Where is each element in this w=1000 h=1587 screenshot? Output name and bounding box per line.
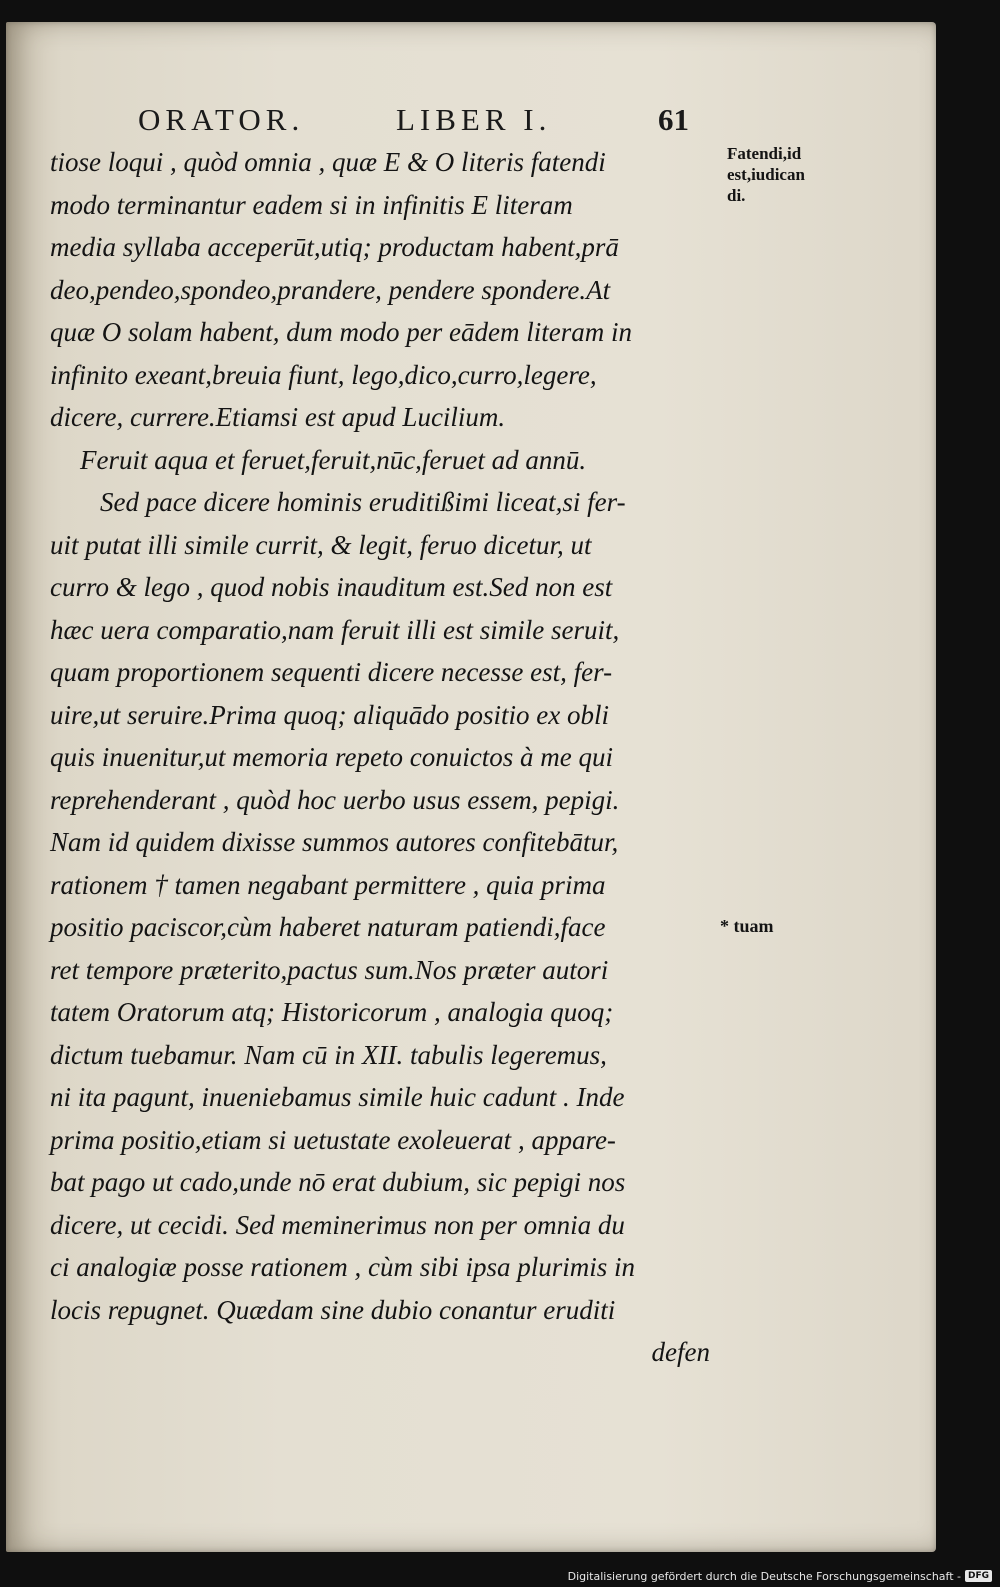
text-line: infinito exeant,breuia fiunt, lego,dico,curro,legere, xyxy=(50,359,597,390)
text-line: prima positio,etiam si uetustate exoleuerat , appare- xyxy=(50,1124,616,1155)
text-line: ret tempore præterito,pactus sum.Nos præter autori xyxy=(50,954,609,985)
header-title: ORATOR. xyxy=(138,102,305,137)
marginal-note xyxy=(727,143,847,206)
text-line: media syllaba acceperūt,utiq; productam habent,prā xyxy=(50,232,619,262)
catchword: defen xyxy=(651,1337,710,1367)
text-line: modo terminantur eadem si in infinitis E literam xyxy=(50,189,573,220)
marginal-line: di. xyxy=(727,186,746,205)
text-line: ni ita pagunt, inueniebamus simile huic cadunt . Inde xyxy=(50,1082,625,1112)
text-line: deo,pendeo,spondeo,prandere, pendere spondere.At xyxy=(50,274,611,305)
header-book: LIBER I. xyxy=(396,102,552,137)
text-line: rationem † tamen negabant permittere , quia prima xyxy=(50,869,606,900)
credit-text: Digitalisierung gefördert durch die Deutsche Forschungsgemeinschaft - xyxy=(567,1569,961,1583)
text-line: dictum tuebamur. Nam cū in XII. tabulis legeremus, xyxy=(50,1039,607,1070)
text-line: quam proportionem sequenti dicere necesse est, fer- xyxy=(50,657,613,687)
text-line: locis repugnet. Quædam sine dubio conantur eruditi xyxy=(50,1294,616,1325)
text-line: quis inuenitur,ut memoria repeto conuictos à me qui xyxy=(50,742,613,772)
text-line: hæc uera comparatio,nam feruit illi est simile seruit, xyxy=(50,614,620,645)
text-line: positio paciscor,cùm haberet naturam patiendi,face xyxy=(50,912,606,942)
text-line: ci analogiæ posse rationem , cùm sibi ipsa plurimis in xyxy=(50,1252,636,1282)
text-line: tiose loqui , quòd omnia , quæ E & O literis fatendi xyxy=(50,147,606,177)
text-line: uire,ut seruire.Prima quoq; aliquādo positio ex obli xyxy=(50,699,609,730)
text-line: tatem Oratorum atq; Historicorum , analogia quoq; xyxy=(50,997,614,1027)
page-number: 61 xyxy=(658,102,689,137)
marginal-line: Fatendi,id xyxy=(727,144,802,163)
text-line: uit putat illi simile currit, & legit, feruo dicetur, ut xyxy=(50,529,592,560)
marginal-line: est,iudican xyxy=(727,165,805,184)
text-line: reprehenderant , quòd hoc uerbo usus essem, pepigi. xyxy=(50,784,620,815)
digitization-credit xyxy=(568,1568,992,1584)
text-line: dicere, ut cecidi. Sed meminerimus non per omnia du xyxy=(50,1209,625,1240)
text-line: curro & lego , quod nobis inauditum est.Sed non est xyxy=(50,572,613,602)
dfg-logo: DFG xyxy=(965,1570,992,1582)
text-line: bat pago ut cado,unde nō erat dubium, sic pepigi nos xyxy=(50,1167,626,1197)
running-header xyxy=(138,102,698,146)
text-line: dicere, currere.Etiamsi est apud Lucilium. xyxy=(50,402,506,432)
text-line: Nam id quidem dixisse summos autores confitebātur, xyxy=(50,827,619,857)
body-text xyxy=(50,141,730,1374)
text-line: Sed pace dicere hominis eruditißimi liceat,si fer- xyxy=(100,487,626,517)
verse-line: Feruit aqua et feruet,feruit,nūc,feruet ad annū. xyxy=(80,444,587,475)
marginal-note-tuam: * tuam xyxy=(720,916,774,936)
text-line: quæ O solam habent, dum modo per eādem literam in xyxy=(50,317,632,347)
